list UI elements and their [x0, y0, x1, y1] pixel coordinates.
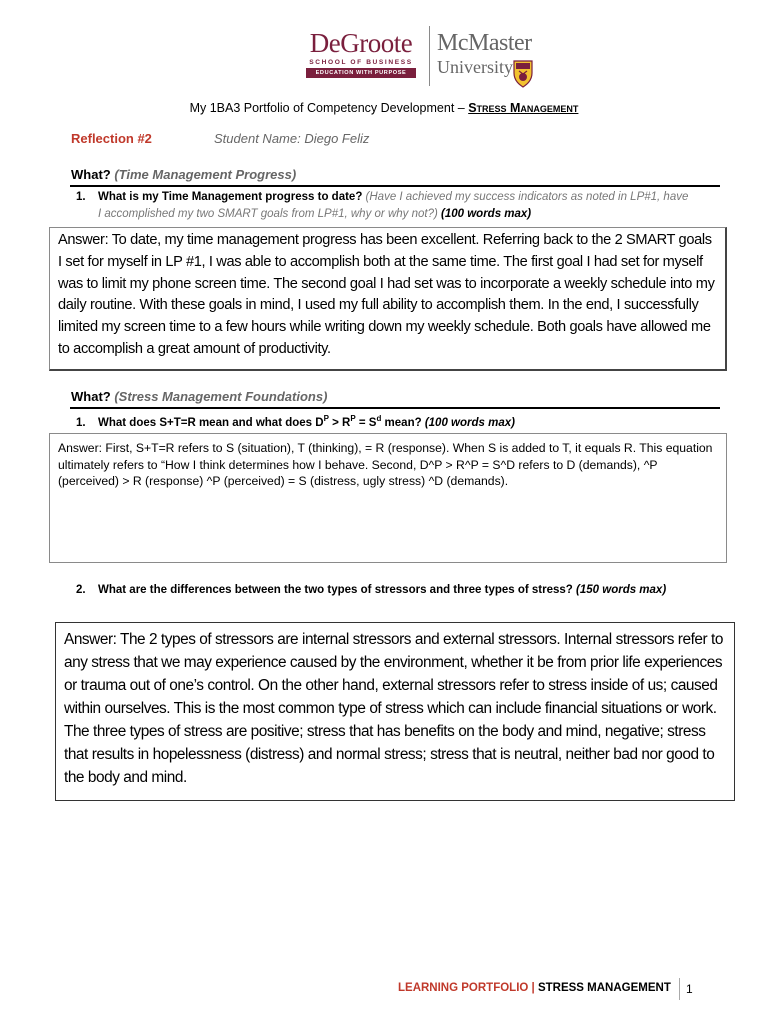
question-stressors: 2. What are the differences between the two types of stressors and three types of stress? (150 words max) — [76, 584, 667, 596]
section-time-management-heading: What? (Time Management Progress) — [71, 167, 297, 182]
answer-text: Answer: To date, my time management progress has been excellent. Referring back to the 2 SMART goals I set for myself in LP #1, I was able to accomplish both at the same time. The first goal I had set for myself was to limit my phone screen time. The second goal I had set was to incorporate a weekly schedule into my daily routine. With these goals in mind, I used my full ability to accomplish them. In the end, I successfully limited my screen time to a few hours while writing down my weekly schedule. Both goals have allowed me to accomplish a great amount of productivity. — [58, 232, 715, 357]
degroote-name: DeGroote — [309, 28, 413, 58]
answer-text-paragraph-1: Answer: The 2 types of stressors are internal stressors and external stressors. Internal stressors refer to any stress that we may experience caused by the environment, whether it be from prior life experiences or trauma out of one’s control. On the other hand, external stressors refer to stress inside of us; caused within ourselves. This is the most common type of stress which can include financial situations or work. — [64, 631, 723, 717]
degroote-school: SCHOOL OF BUSINESS — [309, 59, 413, 66]
answer-text-paragraph-2: The three types of stress are positive; stress that has benefits on the body and mind, negative; stress that results in hopelessness (distress) and normal stress; stress that is neutral, neither bad nor good to the body and mind. — [64, 723, 715, 786]
title-topic: Stress Management — [468, 101, 579, 115]
mcmaster-name: McMaster — [437, 30, 532, 56]
page-footer: LEARNING PORTFOLIO | STRESS MANAGEMENT — [398, 982, 671, 994]
section-rule — [70, 185, 720, 187]
question-time-management: 1. What is my Time Management progress to date? (Have I achieved my success indicators as noted in LP#1, have I accomplished my two SMART goals from LP#1, why or why not?) (100 words max) — [76, 191, 689, 220]
mcmaster-university: University — [437, 57, 513, 77]
reflection-label: Reflection #2 — [71, 131, 152, 146]
section-rule — [70, 407, 720, 409]
answer-box-stressors — [55, 622, 735, 801]
question-equations: 1. What does S+T=R mean and what does $D^P > R^P = S^d$ mean? (100 words max) — [76, 414, 515, 429]
footer-divider — [679, 978, 680, 1000]
answer-box-equations — [49, 433, 727, 563]
answer-box-time-management — [49, 227, 727, 371]
section-stress-foundations-heading: What? (Stress Management Foundations) — [71, 389, 328, 404]
student-name: Student Name: Diego Feliz — [214, 131, 370, 146]
page-title: My 1BA3 Portfolio of Competency Development – Stress Management — [189, 101, 579, 115]
logo-divider — [429, 26, 430, 86]
answer-text: Answer: First, S+T=R refers to S (situation), T (thinking), = R (response). When S is added to T, it equals R. This equation ultimately refers to “How I think determines how I behave. Second, D^P > R^P = S^D refers to D (demands), ^P (perceived) > R (response) ^P (perceived) = S (distress, ugly stress) ^D (demands). — [58, 441, 713, 488]
degroote-logo — [300, 28, 422, 78]
degroote-tagline: EDUCATION WITH PURPOSE — [306, 68, 416, 78]
university-crest-icon — [512, 58, 534, 88]
page-number: 1 — [686, 982, 693, 996]
